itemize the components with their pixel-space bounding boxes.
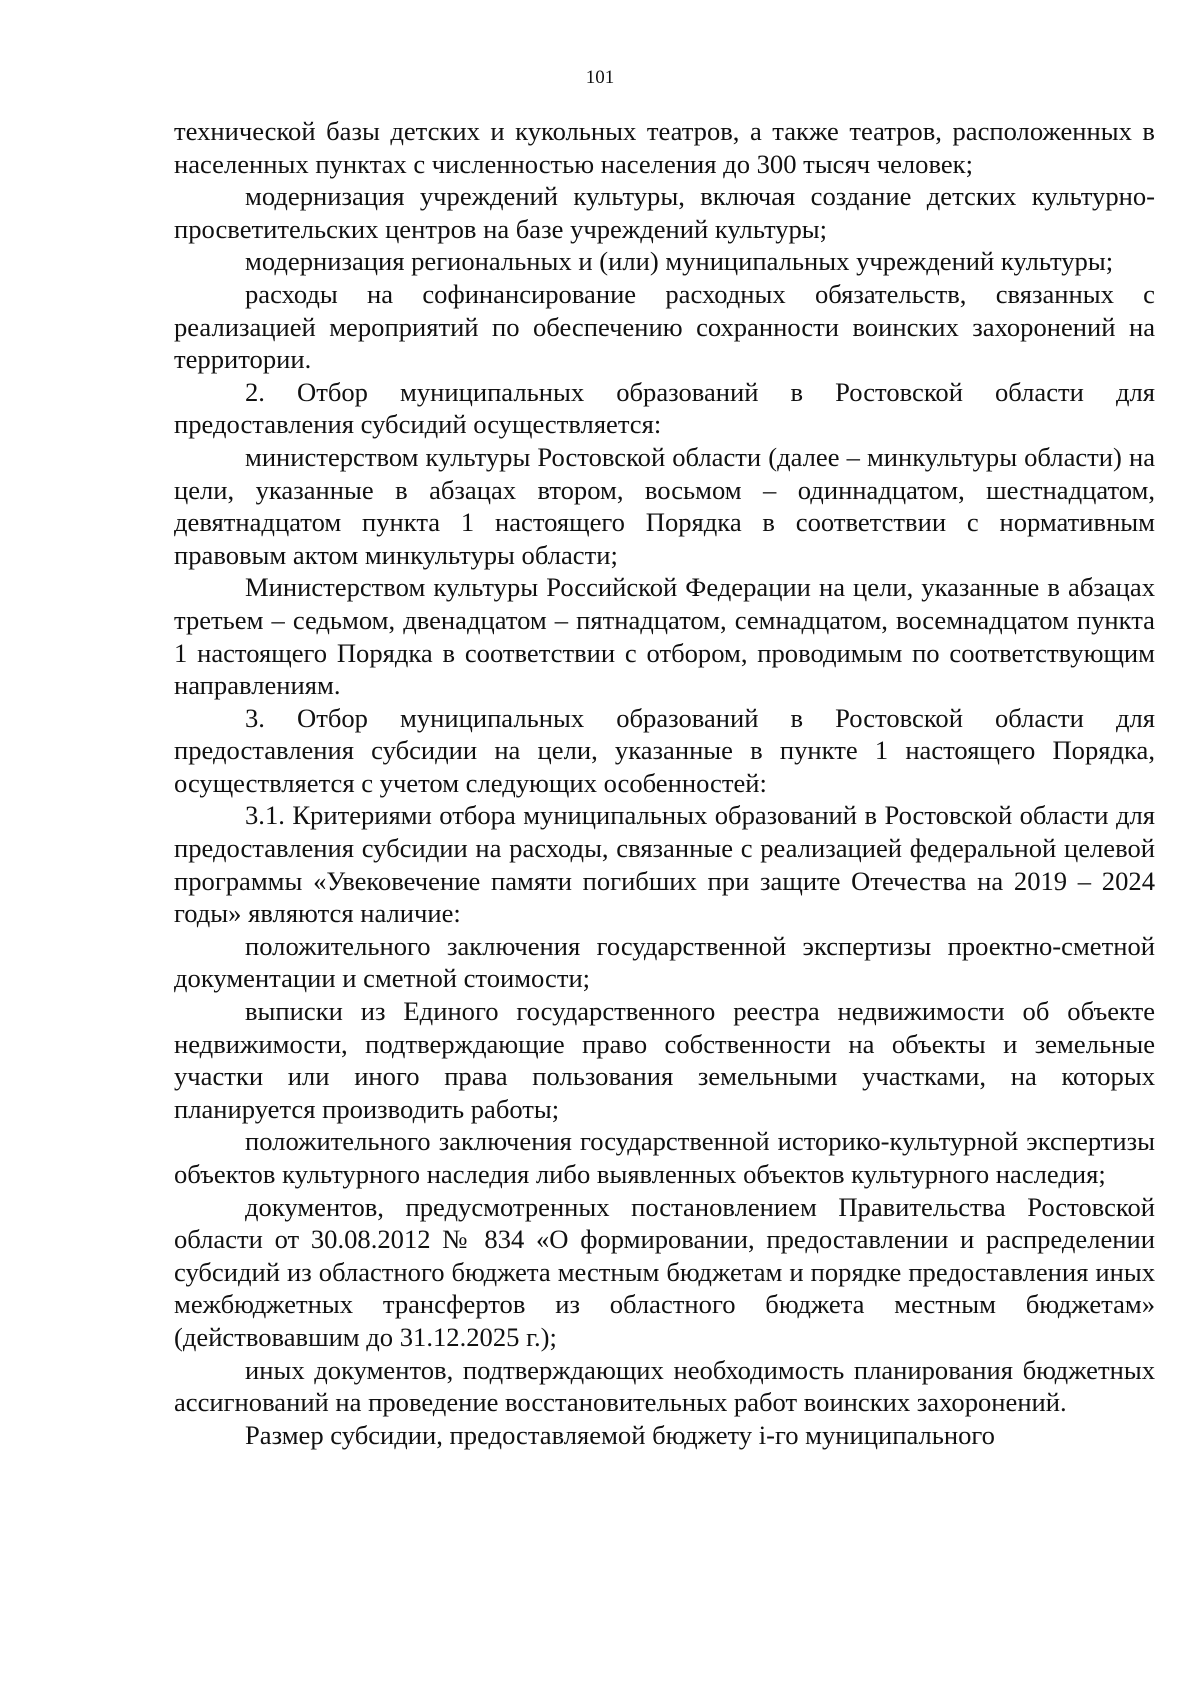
paragraph: министерством культуры Ростовской области (далее – минкультуры области) на цели, указанные в абзацах втором, восьмом – одиннадцатом, шестнадцатом, девятнадцатом пункта 1 настоящего Порядка в соответствии с нормативным правовым актом минкультуры области; [174,441,1155,570]
paragraph-section-3-1: 3.1. Критериями отбора муниципальных образований в Ростовской области для предоставления субсидии на расходы, связанные с реализацией федеральной целевой программы «Увековечение памяти погибших при защите Отечества на 2019 – 2024 годы» являются наличие: [174,800,1155,929]
document-body [174,115,1155,1451]
paragraph: модернизация региональных и (или) муниципальных учреждений культуры; [245,246,1114,277]
paragraph: положительного заключения государственной историко-культурной экспертизы объектов культурного наследия либо выявленных объектов культурного наследия; [174,1126,1155,1189]
paragraph: Размер субсидии, предоставляемой бюджету i-го муниципального [245,1419,995,1450]
paragraph: выписки из Единого государственного реестра недвижимости об объекте недвижимости, подтверждающие право собственности на объекты и земельные участки или иного права пользования земельными участками, на которых планируется производить работы; [174,996,1155,1124]
paragraph: положительного заключения государственной экспертизы проектно-сметной документации и сметной стоимости; [174,930,1155,994]
paragraph-section-2: 2. Отбор муниципальных образований в Ростовской области для предоставления субсидий осуществляется: [174,376,1155,440]
paragraph: документов, предусмотренных постановлением Правительства Ростовской области от 30.08.2012 № 834 «О формировании, предоставлении и распределении субсидий из областного бюджета местным бюджетам и порядке предоставления иных межбюджетных трансфертов из областного бюджета местным бюджетам» (действовавшим до 31.12.2025 г.); [174,1191,1155,1352]
paragraph-section-3: 3. Отбор муниципальных образований в Ростовской области для предоставления субсидии на цели, указанные в пункте 1 настоящего Порядка, осуществляется с учетом следующих особенностей: [174,702,1155,798]
paragraph: иных документов, подтверждающих необходимость планирования бюджетных ассигнований на проведение восстановительных работ воинских захоронений. [174,1354,1155,1418]
paragraph: Министерством культуры Российской Федерации на цели, указанные в абзацах третьем – седьмом, двенадцатом – пятнадцатом, семнадцатом, восемнадцатом пункта 1 настоящего Порядка в соответствии с отбором, проводимым по соответствующим направлениям. [174,572,1155,701]
paragraph: расходы на софинансирование расходных обязательств, связанных с реализацией мероприятий по обеспечению сохранности воинских захоронений на территории. [174,278,1155,375]
paragraph: модернизация учреждений культуры, включая создание детских культурно-просветительских центров на базе учреждений культуры; [174,181,1155,244]
page-number: 101 [585,67,615,88]
paragraph-continuation: технической базы детских и кукольных театров, а также театров, расположенных в населенных пунктах с численностью населения до 300 тысяч человек; [174,116,1155,179]
